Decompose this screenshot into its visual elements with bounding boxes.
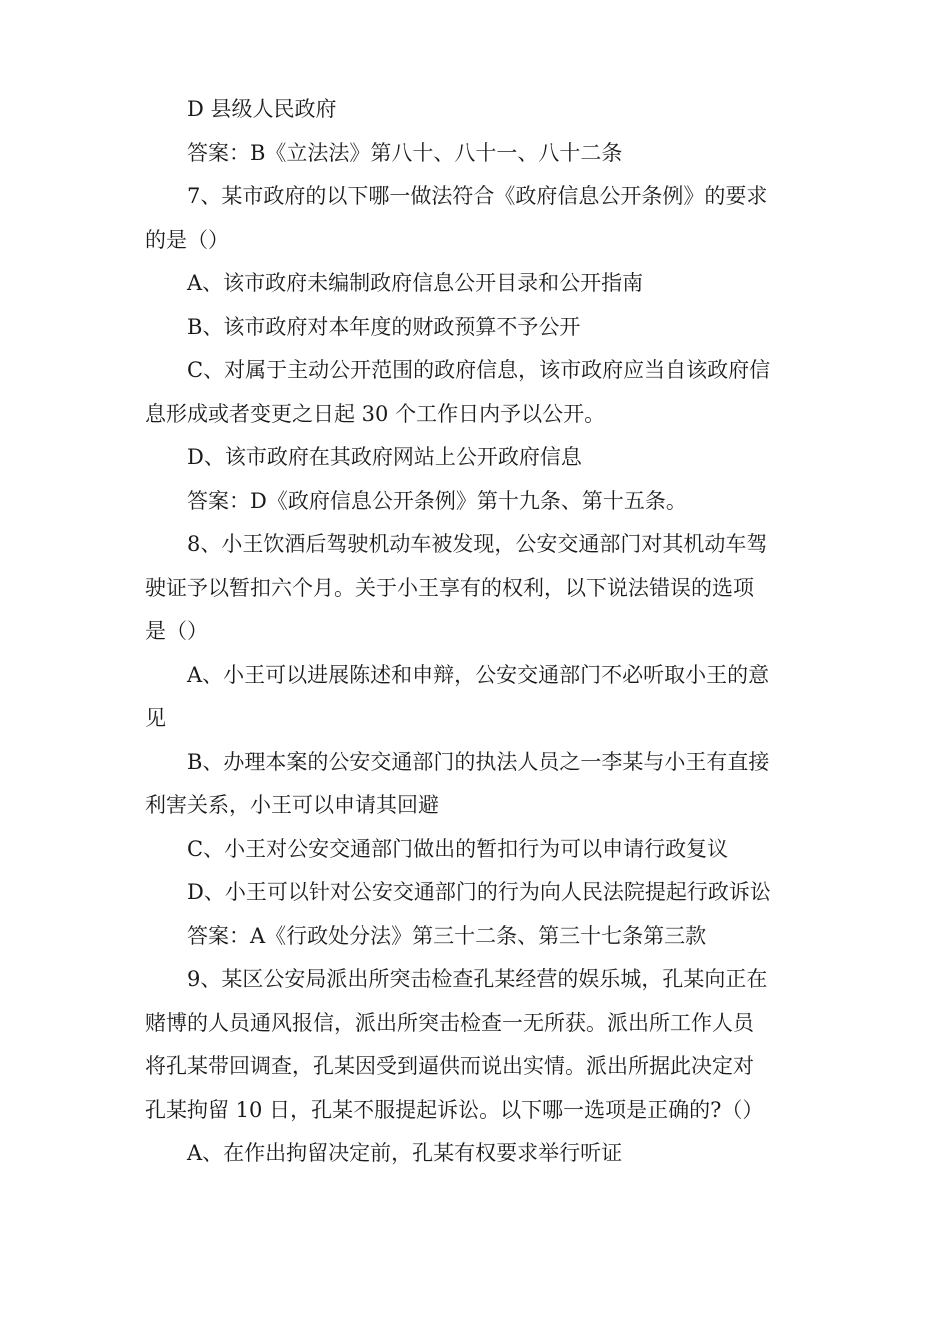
answer-line: 答案：B《立法法》第八十、八十一、八十二条 xyxy=(187,140,623,165)
question-line: 赌博的人员通风报信，派出所突击检查一无所获。派出所工作人员 xyxy=(145,1010,754,1035)
answer-line: 答案：A《行政处分法》第三十二条、第三十七条第三款 xyxy=(187,923,707,948)
option-line: C、小王对公安交通部门做出的暂扣行为可以申请行政复议 xyxy=(187,836,729,861)
answer-line: 答案：D《政府信息公开条例》第十九条、第十五条。 xyxy=(187,488,687,513)
question-line: 孔某拘留 10 日，孔某不服提起诉讼。以下哪一选项是正确的?（） xyxy=(145,1097,764,1122)
option-line: A、小王可以进展陈述和申辩，公安交通部门不必听取小王的意 xyxy=(187,662,770,687)
option-line: 息形成或者变更之日起 30 个工作日内予以公开。 xyxy=(145,401,606,426)
question-line: 的是（） xyxy=(145,227,229,252)
option-line: B、办理本案的公安交通部门的执法人员之一李某与小王有直接 xyxy=(187,749,770,774)
question-line: 将孔某带回调查，孔某因受到逼供而说出实情。派出所据此决定对 xyxy=(145,1054,754,1078)
text-line: D 县级人民政府 xyxy=(187,97,337,121)
option-line: A、该市政府未编制政府信息公开目录和公开指南 xyxy=(187,271,644,295)
option-line: D、该市政府在其政府网站上公开政府信息 xyxy=(187,445,582,469)
option-line: 利害关系，小王可以申请其回避 xyxy=(145,793,439,817)
question-line: 8、小王饮酒后驾驶机动车被发现，公安交通部门对其机动车驾 xyxy=(187,532,768,556)
option-line: D、小王可以针对公安交通部门的行为向人民法院提起行政诉讼 xyxy=(187,880,771,904)
option-line: 见 xyxy=(145,706,166,730)
option-line: C、对属于主动公开范围的政府信息，该市政府应当自该政府信 xyxy=(187,358,771,382)
option-line: A、在作出拘留决定前，孔某有权要求举行听证 xyxy=(187,1141,623,1165)
document-body xyxy=(145,88,810,1176)
question-line: 驶证予以暂扣六个月。关于小王享有的权利，以下说法错误的选项 xyxy=(145,575,754,600)
question-line: 7、某市政府的以下哪一做法符合《政府信息公开条例》的要求 xyxy=(187,184,768,208)
question-line: 9、某区公安局派出所突击检查孔某经营的娱乐城，孔某向正在 xyxy=(187,967,768,991)
question-line: 是（） xyxy=(145,619,208,643)
option-line: B、该市政府对本年度的财政预算不予公开 xyxy=(187,314,581,339)
